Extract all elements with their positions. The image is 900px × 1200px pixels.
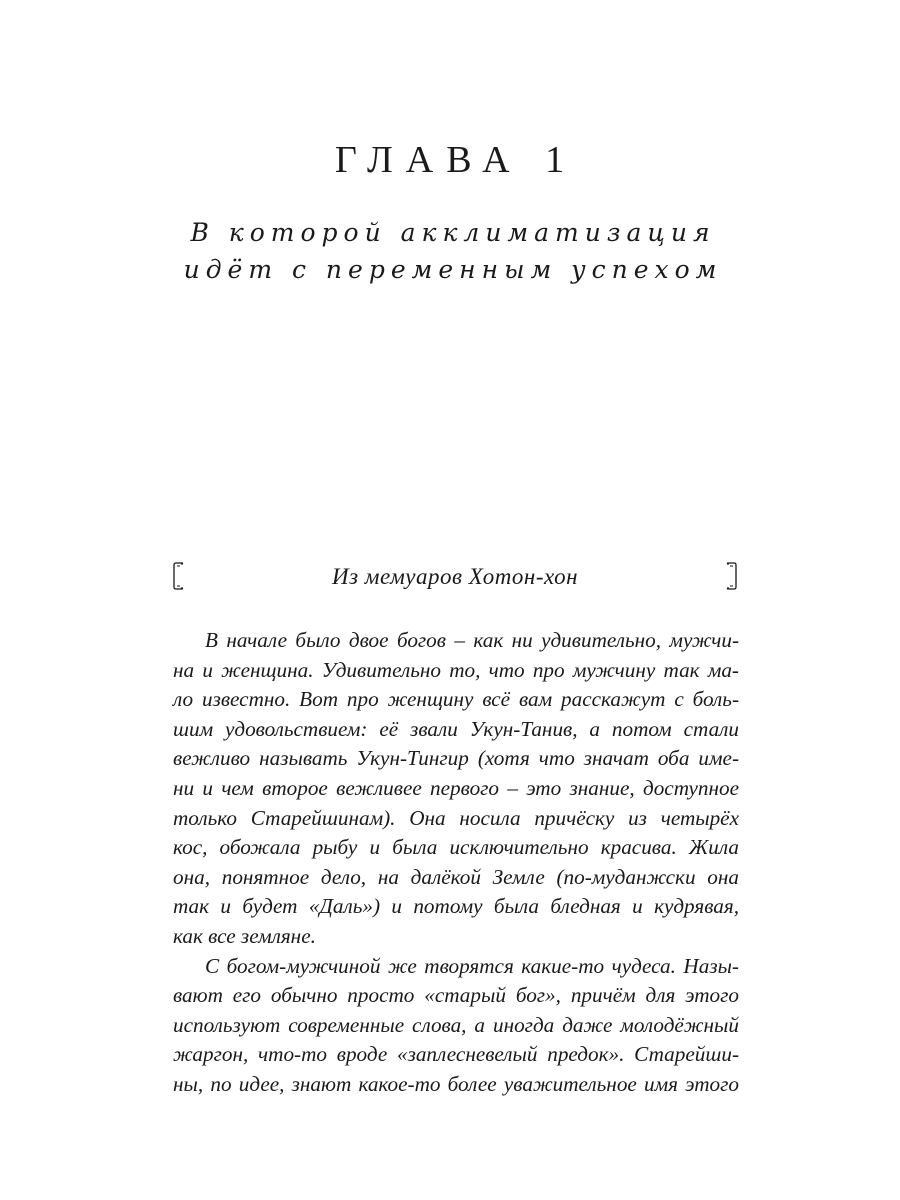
text-line: ло известно. Вот про женщину всё вам расскажут с боль-	[173, 687, 739, 712]
chapter-subtitle	[150, 214, 756, 288]
body-text	[173, 626, 739, 1100]
text-line: она, понятное дело, на далёкой Земле (по-муданжски она	[173, 864, 739, 889]
text-line: ни и чем второе вежливее первого – это знание, доступное	[173, 775, 739, 800]
text-line: ны, по идее, знают какое-то более уважительное имя этого	[173, 1071, 739, 1096]
chapter-subtitle-line: В которой акклиматизация	[190, 218, 716, 247]
chapter-subtitle-line: идёт с переменным успехом	[183, 255, 723, 284]
text-line: вежливо называть Укун-Тингир (хотя что значат оба име-	[173, 746, 739, 771]
text-line: вают его обычно просто «старый бог», причём для этого	[173, 983, 739, 1008]
text-line: шим удовольствием: её звали Укун-Танив, а потом стали	[173, 716, 739, 741]
text-line: кос, обожала рыбу и была исключительно красива. Жила	[173, 835, 739, 860]
text-line: как все земляне.	[173, 923, 316, 948]
text-line: С богом-мужчиной же творятся какие-то чудеса. Назы-	[205, 953, 739, 978]
text-line: на и женщина. Удивительно то, что про мужчину так ма-	[173, 657, 739, 682]
memoir-title: Из мемуаров Хотон-хон	[331, 564, 579, 589]
text-line: так и будет «Даль») и потому была бледная и кудрявая,	[173, 894, 739, 919]
memoir-header	[172, 560, 738, 596]
left-ornamental-bracket-icon	[172, 562, 184, 590]
right-ornamental-bracket-icon	[726, 562, 738, 590]
text-line: жаргон, что-то вроде «заплесневелый предок». Старейши-	[173, 1042, 739, 1067]
text-line: используют современные слова, а иногда даже молодёжный	[173, 1012, 739, 1037]
text-line: только Старейшинам). Она носила причёску из четырёх	[173, 805, 739, 830]
chapter-title: ГЛАВА 1	[334, 139, 578, 181]
text-line: В начале было двое богов – как ни удивительно, мужчи-	[205, 628, 739, 652]
